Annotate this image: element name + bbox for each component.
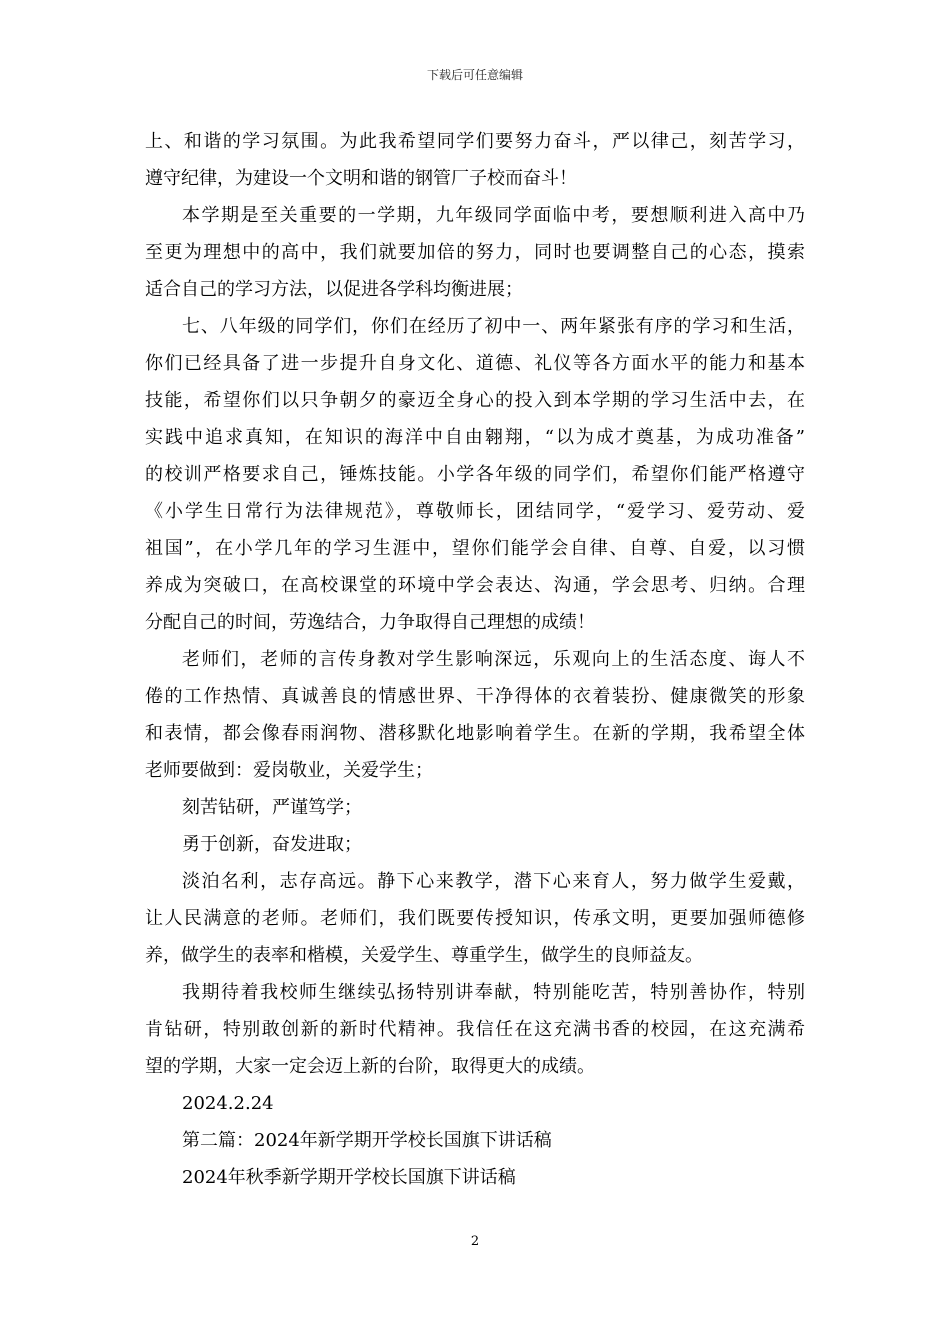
text-line: 我期待着我校师生继续弘扬特别讲奉献，特别能吃苦，特别善协作，特别 xyxy=(182,982,805,1003)
document-body xyxy=(145,123,805,1196)
text-line: 至更为理想中的高中，我们就要加倍的努力，同时也要调整自己的心态，摸索 xyxy=(145,242,805,263)
text-line: 上、和谐的学习氛围。为此我希望同学们要努力奋斗，严以律己，刻苦学习， xyxy=(145,131,805,152)
text-line: 七、八年级的同学们，你们在经历了初中一、两年紧张有序的学习和生活， xyxy=(182,316,805,337)
text-line: 《小学生日常行为法律规范》，尊敬师长，团结同学，“爱学习、爱劳动、爱 xyxy=(145,501,805,522)
text-line: 肯钻研，特别敢创新的新时代精神。我信任在这充满书香的校园，在这充满希 xyxy=(145,1019,805,1040)
text-line: 勇于创新，奋发进取； xyxy=(182,834,362,855)
text-line: 技能，希望你们以只争朝夕的豪迈全身心的投入到本学期的学习生活中去，在 xyxy=(145,390,805,411)
text-line: 本学期是至关重要的一学期，九年级同学面临中考，要想顺利进入高中乃 xyxy=(182,205,805,226)
text-line: 分配自己的时间，劳逸结合，力争取得自己理想的成绩！ xyxy=(145,612,595,633)
text-line: 让人民满意的老师。老师们，我们既要传授知识，传承文明，更要加强师德修 xyxy=(145,908,805,929)
page-header: 下载后可任意编辑 xyxy=(426,68,523,82)
text-line: 2024.2.24 xyxy=(182,1093,274,1114)
text-line: 你们已经具备了进一步提升自身文化、道德、礼仪等各方面水平的能力和基本 xyxy=(145,353,805,374)
text-line: 淡泊名利，志存高远。静下心来教学，潜下心来育人，努力做学生爱戴， xyxy=(182,871,805,892)
text-line: 第二篇：2024年新学期开学校长国旗下讲话稿 xyxy=(182,1130,552,1151)
text-line: 的校训严格要求自己，锤炼技能。小学各年级的同学们，希望你们能严格遵守 xyxy=(145,464,805,485)
text-line: 养成为突破口，在高校课堂的环境中学会表达、沟通，学会思考、归纳。合理 xyxy=(145,575,805,596)
text-line: 祖国”，在小学几年的学习生涯中，望你们能学会自律、自尊、自爱，以习惯 xyxy=(145,538,805,559)
text-line: 刻苦钻研，严谨笃学； xyxy=(182,797,362,818)
text-line: 和表情，都会像春雨润物、潜移默化地影响着学生。在新的学期，我希望全体 xyxy=(145,723,805,744)
text-line: 2024年秋季新学期开学校长国旗下讲话稿 xyxy=(182,1167,516,1188)
text-line: 遵守纪律，为建设一个文明和谐的钢管厂子校而奋斗！ xyxy=(145,168,577,189)
text-line: 望的学期，大家一定会迈上新的台阶，取得更大的成绩。 xyxy=(145,1056,595,1077)
text-line: 适合自己的学习方法，以促进各学科均衡进展； xyxy=(145,279,523,300)
text-line: 实践中追求真知，在知识的海洋中自由翱翔，“以为成才奠基，为成功准备” xyxy=(145,427,805,448)
text-line: 养，做学生的表率和楷模，关爱学生、尊重学生，做学生的良师益友。 xyxy=(145,945,703,966)
text-line: 老师要做到：爱岗敬业，关爱学生； xyxy=(145,760,433,781)
text-line: 老师们，老师的言传身教对学生影响深远，乐观向上的生活态度、诲人不 xyxy=(182,649,805,670)
page-number: 2 xyxy=(470,1234,480,1249)
text-line: 倦的工作热情、真诚善良的情感世界、干净得体的衣着装扮、健康微笑的形象 xyxy=(145,686,805,707)
